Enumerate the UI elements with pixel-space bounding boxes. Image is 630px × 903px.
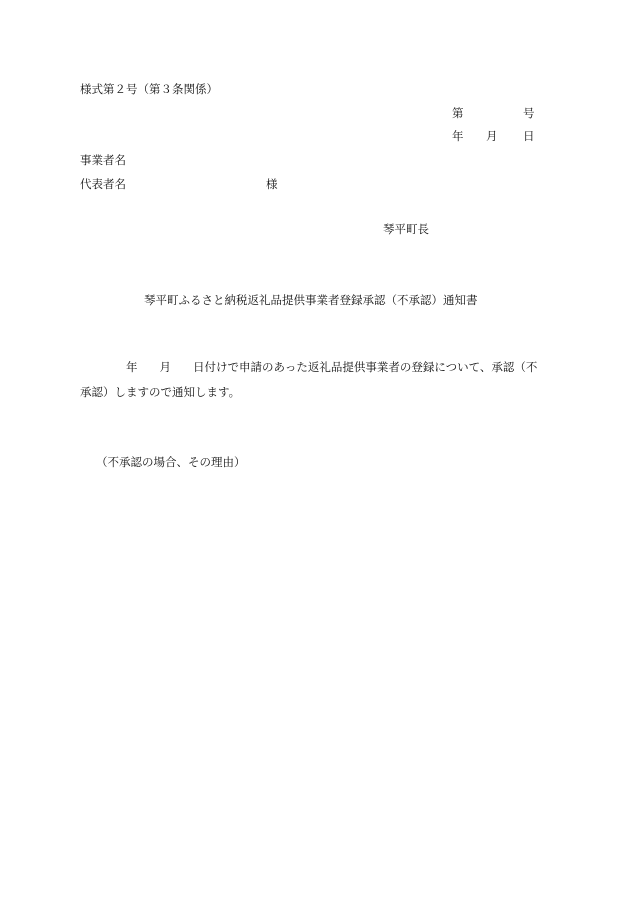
body-year-label: 年 xyxy=(126,360,138,374)
document-number-suffix: 号 xyxy=(523,106,535,120)
business-name-label: 事業者名 xyxy=(80,153,126,167)
body-text-rest: 日付けで申請のあった返礼品提供事業者の登録について、承認（不 xyxy=(193,360,538,374)
document-title: 琴平町ふるさと納税返礼品提供事業者登録承認（不承認）通知書 xyxy=(144,293,478,307)
rejection-reason-label: （不承認の場合、その理由） xyxy=(96,455,246,469)
date-month-label: 月 xyxy=(486,129,498,143)
body-month-label: 月 xyxy=(159,360,171,374)
representative-name-label: 代表者名 xyxy=(80,177,126,191)
honorific: 様 xyxy=(266,177,278,191)
issuer: 琴平町長 xyxy=(383,222,429,236)
date-year-label: 年 xyxy=(452,129,464,143)
body-text-line-2: 承認）しますので通知します。 xyxy=(80,385,241,399)
form-number: 様式第２号（第３条関係） xyxy=(80,82,218,96)
body-text-line-1 xyxy=(80,362,537,374)
document-number-label: 第 xyxy=(452,106,464,120)
date-day-label: 日 xyxy=(523,129,535,143)
